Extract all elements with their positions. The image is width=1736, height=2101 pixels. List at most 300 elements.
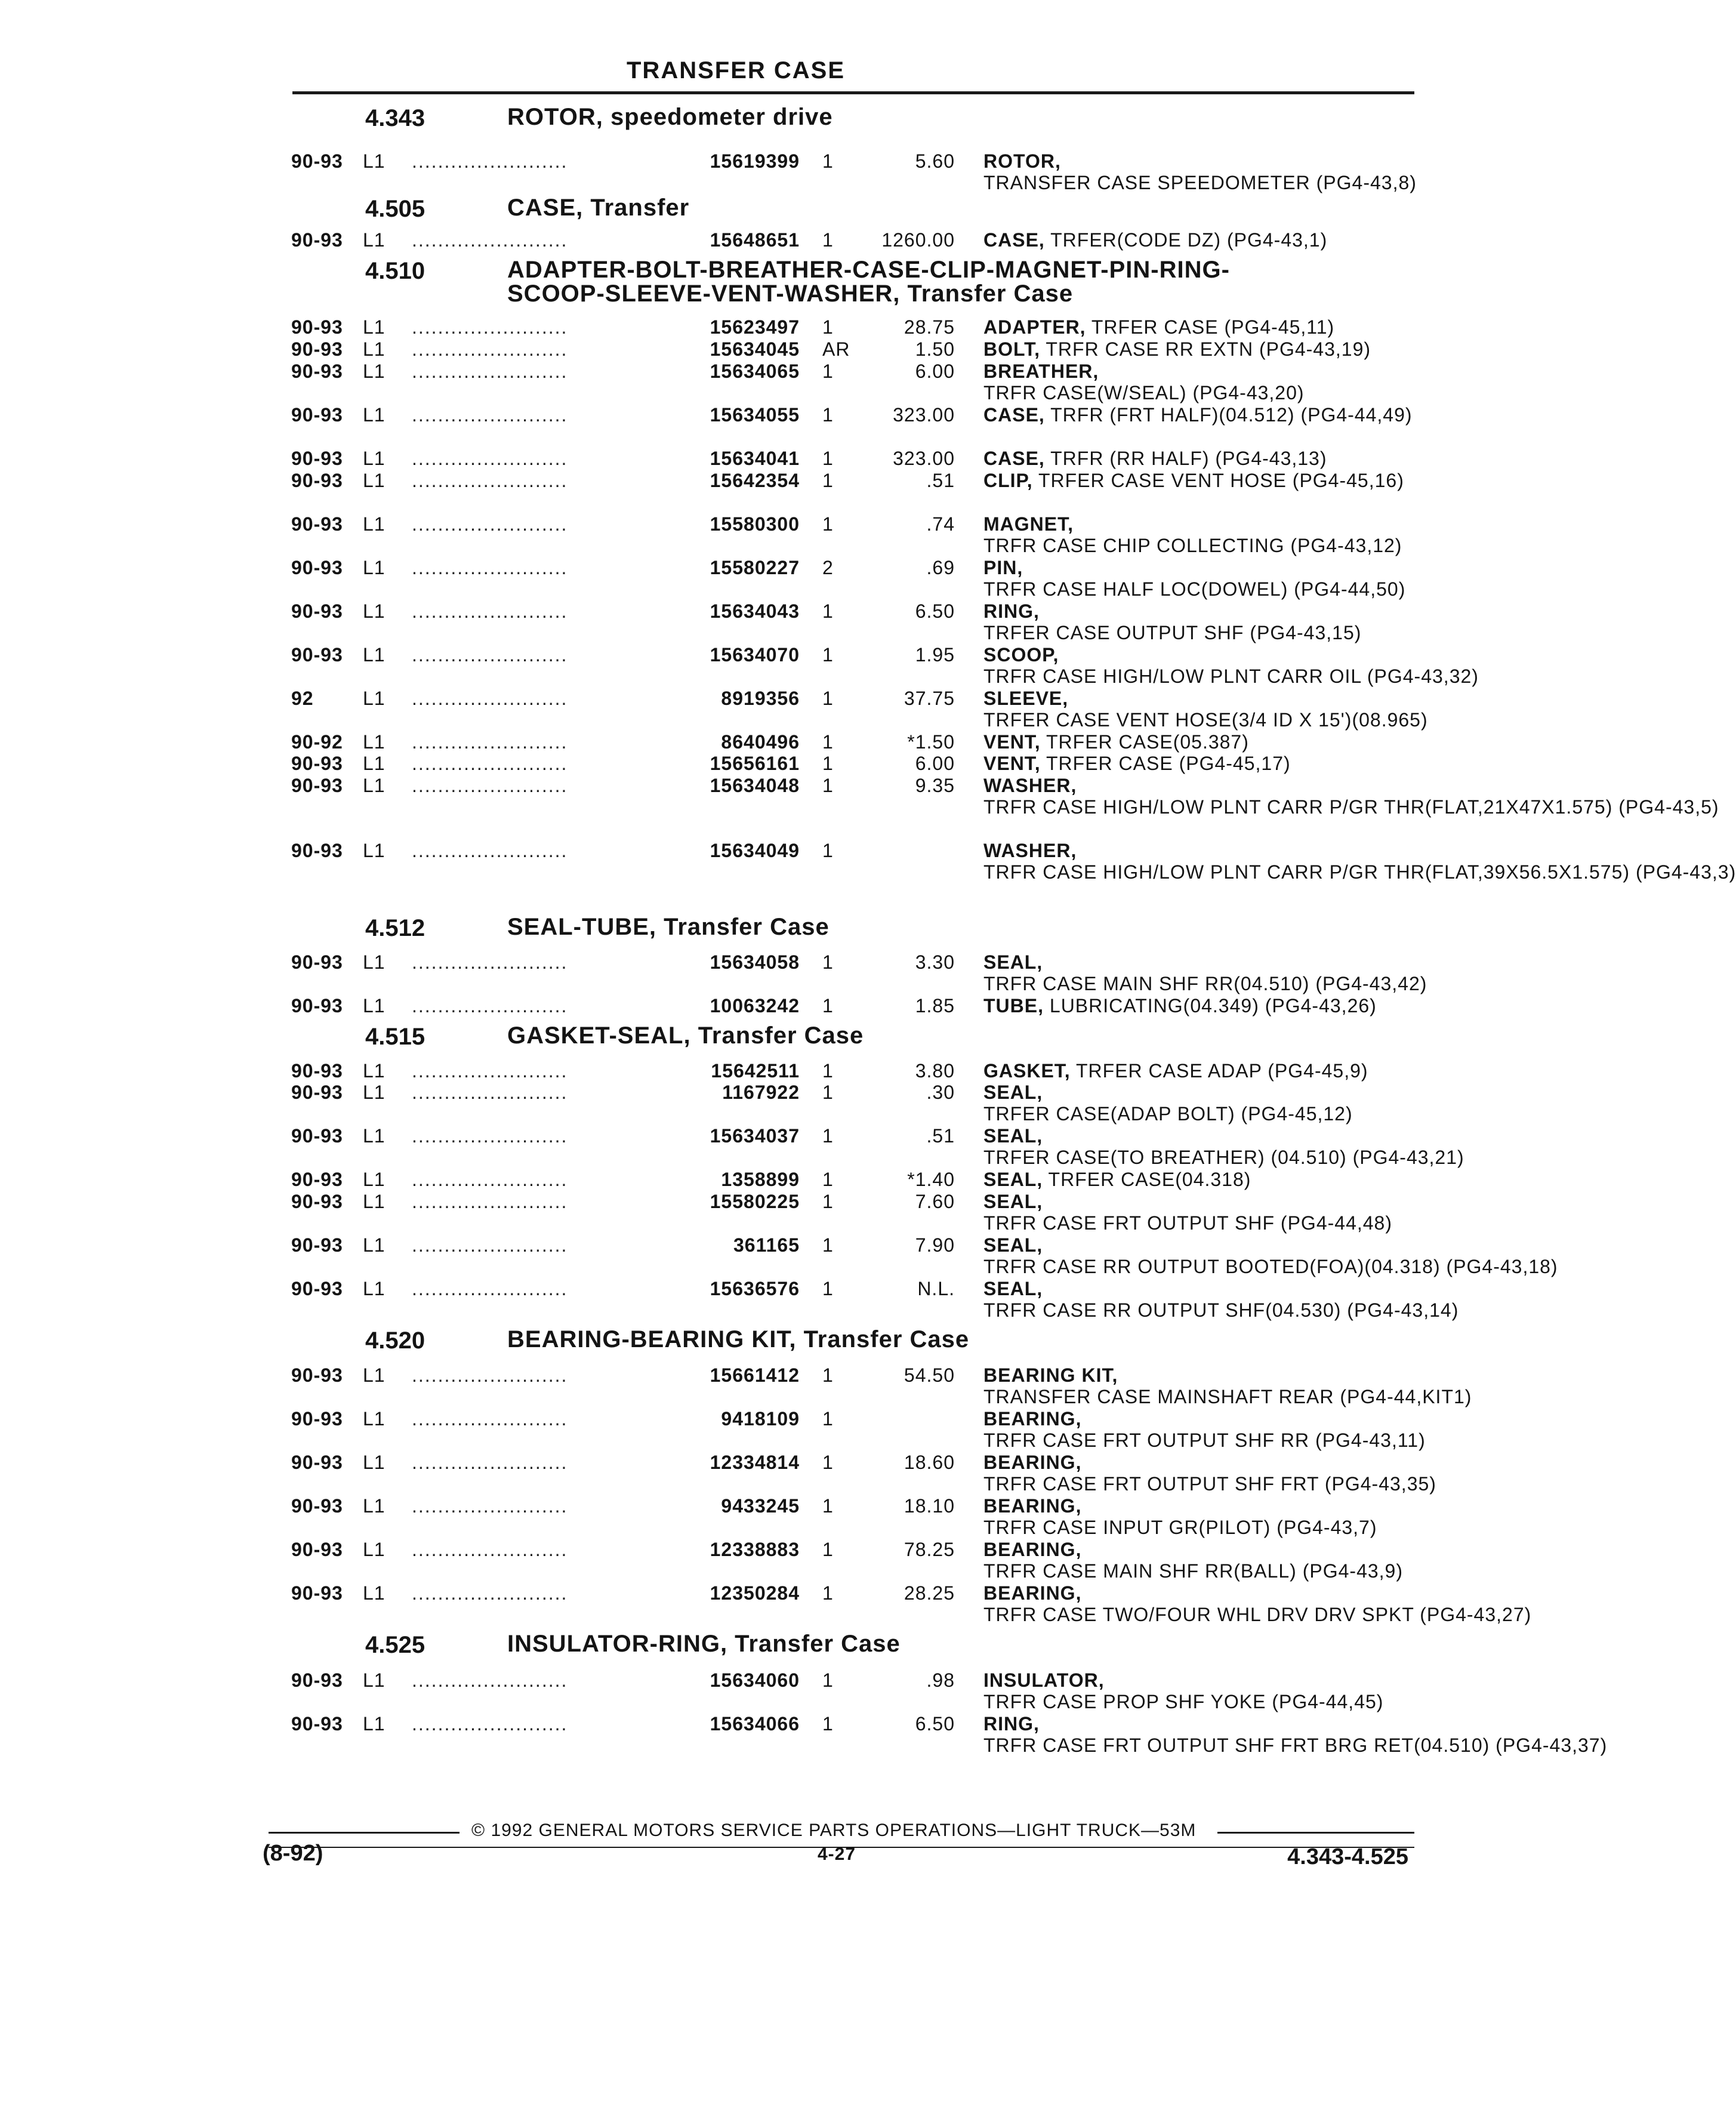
quantity: 1 xyxy=(822,1191,834,1212)
part-name: SEAL, xyxy=(983,1082,1043,1103)
dot-leader: ........................ xyxy=(412,644,568,666)
part-number: 1358899 xyxy=(721,1169,800,1190)
part-detail: TRFR CASE CHIP COLLECTING (PG4-43,12) xyxy=(983,535,1402,556)
part-row xyxy=(0,731,1509,755)
part-number: 15634058 xyxy=(710,951,800,973)
part-row xyxy=(0,840,1736,883)
part-detail: TRFER(CODE DZ) (PG4-43,1) xyxy=(1050,229,1328,251)
model-years: 90-93 xyxy=(291,951,343,973)
part-number: 15634060 xyxy=(710,1669,800,1691)
part-detail: TRFR CASE RR OUTPUT BOOTED(FOA)(04.318) (PG4-43,18) xyxy=(983,1256,1558,1277)
part-name: GASKET, xyxy=(983,1060,1071,1082)
part-name: CASE, xyxy=(983,448,1045,469)
quantity: 1 xyxy=(822,840,834,861)
dot-leader: ........................ xyxy=(412,557,568,578)
price: *1.50 xyxy=(907,731,955,753)
part-name: RING, xyxy=(983,600,1040,622)
price: 1.85 xyxy=(915,995,955,1016)
part-description xyxy=(983,1082,1413,1125)
part-name: CASE, xyxy=(983,404,1045,426)
line-code: L1 xyxy=(363,1582,386,1604)
part-description xyxy=(983,448,1413,469)
model-years: 90-93 xyxy=(291,513,343,535)
model-years: 90-93 xyxy=(291,361,343,382)
dot-leader: ........................ xyxy=(412,753,568,774)
quantity: 1 xyxy=(822,470,834,491)
price: 28.75 xyxy=(904,316,955,338)
part-row xyxy=(0,338,1509,362)
line-code: L1 xyxy=(363,600,386,622)
quantity: 1 xyxy=(822,1582,834,1604)
section-number: 4.525 xyxy=(365,1632,425,1658)
quantity: 1 xyxy=(822,1408,834,1430)
part-description xyxy=(983,995,1413,1016)
part-row xyxy=(0,1713,1608,1756)
line-code: L1 xyxy=(363,1452,386,1473)
part-name: TUBE, xyxy=(983,995,1044,1016)
part-number: 9433245 xyxy=(721,1495,800,1517)
price: .98 xyxy=(926,1669,955,1691)
part-row xyxy=(0,470,1509,494)
quantity: AR xyxy=(822,338,850,360)
part-name: BEARING, xyxy=(983,1582,1082,1604)
quantity: 1 xyxy=(822,1169,834,1190)
dot-leader: ........................ xyxy=(412,1539,568,1560)
part-name: RING, xyxy=(983,1713,1040,1735)
part-name: BREATHER, xyxy=(983,361,1099,382)
part-detail: TRFR CASE TWO/FOUR WHL DRV DRV SPKT (PG4-43,27) xyxy=(983,1604,1532,1625)
part-number: 15634037 xyxy=(710,1125,800,1147)
part-name: SEAL, xyxy=(983,1191,1043,1212)
part-description xyxy=(983,775,1719,818)
part-description xyxy=(983,753,1413,774)
line-code: L1 xyxy=(363,150,386,172)
section-title: BEARING-BEARING KIT, Transfer Case xyxy=(507,1326,970,1353)
part-number: 15619399 xyxy=(710,150,800,172)
part-number: 12334814 xyxy=(710,1452,800,1473)
quantity: 1 xyxy=(822,731,834,753)
part-description xyxy=(983,1669,1413,1712)
part-row xyxy=(0,1495,1509,1538)
price: .74 xyxy=(926,513,955,535)
line-code: L1 xyxy=(363,840,386,861)
part-number: 15634043 xyxy=(710,600,800,622)
part-number: 15636576 xyxy=(710,1278,800,1299)
part-number: 15634041 xyxy=(710,448,800,469)
dot-leader: ........................ xyxy=(412,1169,568,1190)
part-description xyxy=(983,1278,1459,1321)
part-description xyxy=(983,1713,1608,1756)
part-name: SEAL, xyxy=(983,1278,1043,1299)
model-years: 90-93 xyxy=(291,1191,343,1212)
dot-leader: ........................ xyxy=(412,731,568,753)
line-code: L1 xyxy=(363,448,386,469)
part-row xyxy=(0,688,1509,731)
part-description xyxy=(983,1495,1413,1538)
line-code: L1 xyxy=(363,557,386,578)
model-years: 90-93 xyxy=(291,470,343,491)
part-row xyxy=(0,775,1719,818)
section-number: 4.343 xyxy=(365,105,425,131)
part-row xyxy=(0,1669,1509,1712)
dot-leader: ........................ xyxy=(412,995,568,1016)
price: 37.75 xyxy=(904,688,955,709)
dot-leader: ........................ xyxy=(412,1495,568,1517)
dot-leader: ........................ xyxy=(412,1582,568,1604)
part-description xyxy=(983,404,1413,426)
quantity: 1 xyxy=(822,1060,834,1082)
model-years: 90-93 xyxy=(291,557,343,578)
quantity: 1 xyxy=(822,775,834,796)
part-name: ADAPTER, xyxy=(983,316,1086,338)
part-name: SEAL, xyxy=(983,1234,1043,1256)
part-number: 15580300 xyxy=(710,513,800,535)
quantity: 1 xyxy=(822,753,834,774)
dot-leader: ........................ xyxy=(412,513,568,535)
part-row xyxy=(0,404,1509,428)
model-years: 90-93 xyxy=(291,753,343,774)
part-detail: TRFR CASE INPUT GR(PILOT) (PG4-43,7) xyxy=(983,1517,1377,1538)
line-code: L1 xyxy=(363,644,386,666)
dot-leader: ........................ xyxy=(412,1669,568,1691)
page-number: 4-27 xyxy=(818,1844,856,1864)
part-name: ROTOR, xyxy=(983,150,1061,172)
line-code: L1 xyxy=(363,775,386,796)
footer-rule-right xyxy=(1217,1832,1414,1834)
model-years: 90-93 xyxy=(291,840,343,861)
quantity: 1 xyxy=(822,951,834,973)
quantity: 1 xyxy=(822,995,834,1016)
part-description xyxy=(983,338,1413,360)
quantity: 1 xyxy=(822,1364,834,1386)
dot-leader: ........................ xyxy=(412,1713,568,1735)
part-detail: TRFER CASE VENT HOSE(3/4 ID X 15')(08.965) xyxy=(983,709,1428,731)
dot-leader: ........................ xyxy=(412,229,568,251)
model-years: 90-93 xyxy=(291,1125,343,1147)
part-number: 15661412 xyxy=(710,1364,800,1386)
part-detail: TRFR CASE HIGH/LOW PLNT CARR OIL (PG4-43,32) xyxy=(983,666,1479,687)
dot-leader: ........................ xyxy=(412,361,568,382)
part-description xyxy=(983,1125,1464,1168)
part-description xyxy=(983,1191,1413,1234)
part-description xyxy=(983,1060,1413,1082)
part-description xyxy=(983,513,1413,556)
quantity: 1 xyxy=(822,688,834,709)
quantity: 1 xyxy=(822,361,834,382)
page-title: TRANSFER CASE xyxy=(627,57,846,84)
model-years: 90-93 xyxy=(291,1495,343,1517)
part-detail: TRFR CASE PROP SHF YOKE (PG4-44,45) xyxy=(983,1691,1384,1712)
part-name: BOLT, xyxy=(983,338,1041,360)
dot-leader: ........................ xyxy=(412,1191,568,1212)
part-number: 9418109 xyxy=(721,1408,800,1430)
part-detail: TRFER CASE(TO BREATHER) (04.510) (PG4-43,21) xyxy=(983,1147,1464,1168)
part-detail: TRFER CASE VENT HOSE (PG4-45,16) xyxy=(1038,470,1404,491)
quantity: 1 xyxy=(822,1539,834,1560)
part-row xyxy=(0,1278,1509,1321)
price: 7.60 xyxy=(915,1191,955,1212)
part-row xyxy=(0,1452,1509,1495)
part-row xyxy=(0,1364,1509,1407)
part-row xyxy=(0,1060,1509,1084)
quantity: 1 xyxy=(822,1669,834,1691)
price: 1.50 xyxy=(915,338,955,360)
part-description xyxy=(983,1582,1532,1625)
price: 78.25 xyxy=(904,1539,955,1560)
part-row xyxy=(0,600,1509,643)
part-detail: TRFR CASE RR OUTPUT SHF(04.530) (PG4-43,14) xyxy=(983,1299,1459,1321)
price: N.L. xyxy=(917,1278,955,1299)
part-row xyxy=(0,951,1509,994)
dot-leader: ........................ xyxy=(412,600,568,622)
part-number: 1167922 xyxy=(722,1082,800,1103)
part-row xyxy=(0,448,1509,472)
part-detail: TRFR CASE HALF LOC(DOWEL) (PG4-44,50) xyxy=(983,578,1406,600)
line-code: L1 xyxy=(363,1060,386,1082)
section-title: ADAPTER-BOLT-BREATHER-CASE-CLIP-MAGNET-PIN-RING-SCOOP-SLEEVE-VENT-WASHER, Transfer Case xyxy=(507,257,1230,307)
part-description xyxy=(983,150,1417,193)
model-years: 90-93 xyxy=(291,1234,343,1256)
price: 18.60 xyxy=(904,1452,955,1473)
price: .51 xyxy=(926,470,955,491)
part-row xyxy=(0,1191,1509,1234)
model-years: 90-93 xyxy=(291,150,343,172)
price: 1.95 xyxy=(915,644,955,666)
part-name: CLIP, xyxy=(983,470,1033,491)
dot-leader: ........................ xyxy=(412,316,568,338)
part-detail: TRFR CASE RR EXTN (PG4-43,19) xyxy=(1046,338,1371,360)
part-detail: TRFR CASE FRT OUTPUT SHF FRT (PG4-43,35) xyxy=(983,1473,1436,1495)
line-code: L1 xyxy=(363,470,386,491)
issue-date: (8-92) xyxy=(263,1841,323,1866)
line-code: L1 xyxy=(363,951,386,973)
part-description xyxy=(983,361,1413,403)
part-detail: TRANSFER CASE MAINSHAFT REAR (PG4-44,KIT1) xyxy=(983,1386,1472,1407)
footer-rule-left xyxy=(269,1832,460,1834)
part-name: SEAL, xyxy=(983,1169,1043,1190)
part-name: SLEEVE, xyxy=(983,688,1069,709)
part-name: BEARING, xyxy=(983,1539,1082,1560)
part-number: 15580227 xyxy=(710,557,800,578)
part-detail: TRFR (RR HALF) (PG4-43,13) xyxy=(1050,448,1327,469)
price: 6.00 xyxy=(915,361,955,382)
part-name: SEAL, xyxy=(983,1125,1043,1147)
dot-leader: ........................ xyxy=(412,840,568,861)
dot-leader: ........................ xyxy=(412,1060,568,1082)
dot-leader: ........................ xyxy=(412,338,568,360)
model-years: 90-93 xyxy=(291,1169,343,1190)
quantity: 1 xyxy=(822,1082,834,1103)
part-number: 15634049 xyxy=(710,840,800,861)
dot-leader: ........................ xyxy=(412,951,568,973)
price: 28.25 xyxy=(904,1582,955,1604)
price: 6.50 xyxy=(915,600,955,622)
part-name: WASHER, xyxy=(983,775,1077,796)
line-code: L1 xyxy=(363,513,386,535)
line-code: L1 xyxy=(363,1408,386,1430)
part-number: 15642354 xyxy=(710,470,800,491)
part-row xyxy=(0,1582,1532,1625)
line-code: L1 xyxy=(363,1364,386,1386)
part-number: 15580225 xyxy=(710,1191,800,1212)
line-code: L1 xyxy=(363,1495,386,1517)
model-years: 90-93 xyxy=(291,1713,343,1735)
price: .51 xyxy=(926,1125,955,1147)
dot-leader: ........................ xyxy=(412,1364,568,1386)
dot-leader: ........................ xyxy=(412,404,568,426)
part-row xyxy=(0,150,1509,193)
part-description xyxy=(983,1169,1413,1190)
model-years: 90-93 xyxy=(291,1060,343,1082)
part-number: 10063242 xyxy=(710,995,800,1016)
price: 323.00 xyxy=(893,404,955,426)
price: 6.00 xyxy=(915,753,955,774)
dot-leader: ........................ xyxy=(412,1452,568,1473)
price: 9.35 xyxy=(915,775,955,796)
model-years: 90-93 xyxy=(291,775,343,796)
copyright-text: © 1992 GENERAL MOTORS SERVICE PARTS OPERATIONS—LIGHT TRUCK—53M xyxy=(471,1820,1197,1840)
part-detail: TRFER CASE(05.387) xyxy=(1046,731,1249,753)
dot-leader: ........................ xyxy=(412,448,568,469)
part-description xyxy=(983,316,1413,338)
part-name: WASHER, xyxy=(983,840,1077,861)
section-title: INSULATOR-RING, Transfer Case xyxy=(507,1631,901,1657)
part-name: BEARING, xyxy=(983,1408,1082,1430)
part-detail: TRFR CASE(W/SEAL) (PG4-43,20) xyxy=(983,382,1305,403)
part-number: 12350284 xyxy=(710,1582,800,1604)
part-description xyxy=(983,951,1427,994)
part-row xyxy=(0,557,1509,600)
part-name: VENT, xyxy=(983,753,1041,774)
part-detail: TRFER CASE (PG4-45,17) xyxy=(1046,753,1291,774)
section-number: 4.515 xyxy=(365,1024,425,1050)
quantity: 1 xyxy=(822,404,834,426)
part-name: SCOOP, xyxy=(983,644,1059,666)
line-code: L1 xyxy=(363,731,386,753)
model-years: 90-93 xyxy=(291,316,343,338)
model-years: 90-93 xyxy=(291,995,343,1016)
line-code: L1 xyxy=(363,1234,386,1256)
quantity: 1 xyxy=(822,513,834,535)
part-detail: TRFR CASE MAIN SHF RR(04.510) (PG4-43,42) xyxy=(983,973,1427,994)
part-number: 361165 xyxy=(733,1234,800,1256)
part-row xyxy=(0,1082,1509,1125)
part-number: 15634065 xyxy=(710,361,800,382)
section-number: 4.505 xyxy=(365,196,425,222)
quantity: 1 xyxy=(822,229,834,251)
quantity: 1 xyxy=(822,1452,834,1473)
part-row xyxy=(0,644,1509,687)
line-code: L1 xyxy=(363,316,386,338)
part-row xyxy=(0,753,1509,777)
model-years: 90-93 xyxy=(291,1452,343,1473)
part-row xyxy=(0,1234,1558,1277)
line-code: L1 xyxy=(363,404,386,426)
price: 54.50 xyxy=(904,1364,955,1386)
quantity: 1 xyxy=(822,1495,834,1517)
model-years: 90-92 xyxy=(291,731,343,753)
model-years: 90-93 xyxy=(291,1278,343,1299)
price: .69 xyxy=(926,557,955,578)
section-number: 4.520 xyxy=(365,1327,425,1354)
line-code: L1 xyxy=(363,753,386,774)
part-row xyxy=(0,1539,1509,1582)
part-row xyxy=(0,1169,1509,1193)
price: 323.00 xyxy=(893,448,955,469)
part-name: CASE, xyxy=(983,229,1045,251)
line-code: L1 xyxy=(363,338,386,360)
model-years: 90-93 xyxy=(291,1364,343,1386)
part-row xyxy=(0,513,1509,556)
section-title: GASKET-SEAL, Transfer Case xyxy=(507,1022,864,1049)
part-detail: TRANSFER CASE SPEEDOMETER (PG4-43,8) xyxy=(983,172,1417,193)
part-row xyxy=(0,995,1509,1019)
dot-leader: ........................ xyxy=(412,1125,568,1147)
model-years: 90-93 xyxy=(291,1082,343,1103)
model-years: 90-93 xyxy=(291,448,343,469)
quantity: 1 xyxy=(822,448,834,469)
quantity: 1 xyxy=(822,644,834,666)
model-years: 90-93 xyxy=(291,600,343,622)
model-years: 90-93 xyxy=(291,229,343,251)
part-description xyxy=(983,470,1413,491)
section-range: 4.343-4.525 xyxy=(1287,1844,1408,1869)
part-detail: TRFR CASE FRT OUTPUT SHF FRT BRG RET(04.510) (PG4-43,37) xyxy=(983,1735,1608,1756)
dot-leader: ........................ xyxy=(412,688,568,709)
part-number: 15634048 xyxy=(710,775,800,796)
dot-leader: ........................ xyxy=(412,1278,568,1299)
part-description xyxy=(983,731,1413,753)
part-detail: TRFR CASE FRT OUTPUT SHF RR (PG4-43,11) xyxy=(983,1430,1426,1451)
part-detail: LUBRICATING(04.349) (PG4-43,26) xyxy=(1049,995,1377,1016)
line-code: L1 xyxy=(363,1669,386,1691)
header-rule xyxy=(292,91,1414,94)
quantity: 1 xyxy=(822,1234,834,1256)
part-description xyxy=(983,1408,1426,1451)
dot-leader: ........................ xyxy=(412,1234,568,1256)
model-years: 90-93 xyxy=(291,1582,343,1604)
model-years: 90-93 xyxy=(291,404,343,426)
price: 3.80 xyxy=(915,1060,955,1082)
dot-leader: ........................ xyxy=(412,470,568,491)
quantity: 1 xyxy=(822,1278,834,1299)
line-code: L1 xyxy=(363,1539,386,1560)
part-description xyxy=(983,229,1413,251)
part-row xyxy=(0,1125,1509,1168)
quantity: 1 xyxy=(822,1125,834,1147)
price: 1260.00 xyxy=(881,229,955,251)
part-number: 8640496 xyxy=(721,731,800,753)
line-code: L1 xyxy=(363,1713,386,1735)
price: 18.10 xyxy=(904,1495,955,1517)
line-code: L1 xyxy=(363,1169,386,1190)
quantity: 2 xyxy=(822,557,834,578)
price: 6.50 xyxy=(915,1713,955,1735)
line-code: L1 xyxy=(363,229,386,251)
price: *1.40 xyxy=(907,1169,955,1190)
part-number: 8919356 xyxy=(721,688,800,709)
part-detail: TRFR (FRT HALF)(04.512) (PG4-44,49) xyxy=(1050,404,1413,426)
part-detail: TRFR CASE HIGH/LOW PLNT CARR P/GR THR(FLAT,21X47X1.575) (PG4-43,5) xyxy=(983,796,1719,818)
section-number: 4.512 xyxy=(365,915,425,941)
part-description xyxy=(983,1539,1413,1582)
part-detail: TRFER CASE (PG4-45,11) xyxy=(1091,316,1335,338)
model-years: 90-93 xyxy=(291,1669,343,1691)
quantity: 1 xyxy=(822,316,834,338)
price: .30 xyxy=(926,1082,955,1103)
part-number: 15648651 xyxy=(710,229,800,251)
part-name: BEARING, xyxy=(983,1452,1082,1473)
